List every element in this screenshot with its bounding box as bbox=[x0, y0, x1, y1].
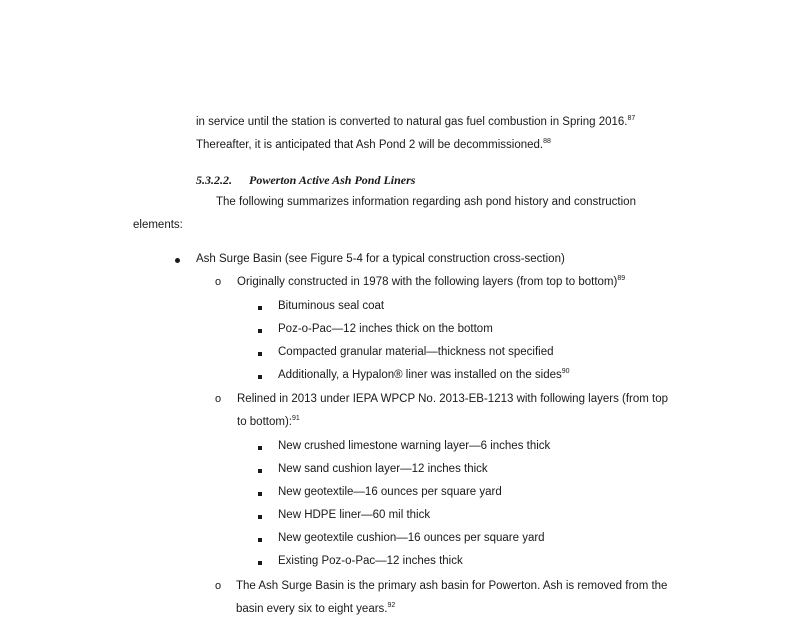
circle-bullet-icon: o bbox=[215, 276, 222, 288]
intro-line: elements: bbox=[133, 219, 183, 231]
footnote-ref: 87 bbox=[627, 115, 636, 122]
square-bullet-icon bbox=[258, 306, 262, 310]
list-item: Poz-o-Pac—12 inches thick on the bottom bbox=[278, 323, 493, 335]
section-heading bbox=[196, 173, 415, 188]
sub-bullet-text: Relined in 2013 under IEPA WPCP No. 2013-EB-1213 with following layers (from top bbox=[237, 393, 669, 405]
footnote-ref: 88 bbox=[543, 138, 551, 145]
paragraph-text: Thereafter, it is anticipated that Ash Pond 2 will be decommissioned. bbox=[196, 139, 544, 151]
list-item: New sand cushion layer—12 inches thick bbox=[278, 463, 488, 475]
list-item-label: Additionally, a Hypalon® liner was installed on the sides bbox=[278, 369, 562, 381]
sub-bullet-text bbox=[236, 603, 395, 615]
square-bullet-icon bbox=[258, 329, 262, 333]
footnote-ref: 89 bbox=[617, 275, 626, 282]
circle-bullet-icon: o bbox=[215, 580, 222, 592]
sub-bullet-label: basin every six to eight years. bbox=[236, 603, 388, 615]
square-bullet-icon bbox=[258, 352, 262, 356]
list-item bbox=[278, 369, 570, 381]
footnote-ref: 92 bbox=[387, 602, 396, 609]
sub-bullet-text bbox=[237, 416, 300, 428]
list-item: New crushed limestone warning layer—6 inches thick bbox=[278, 440, 551, 452]
footnote-ref: 91 bbox=[291, 415, 300, 422]
sub-bullet-text: The Ash Surge Basin is the primary ash basin for Powerton. Ash is removed from the bbox=[236, 580, 668, 592]
list-item: Existing Poz-o-Pac—12 inches thick bbox=[278, 555, 463, 567]
square-bullet-icon bbox=[258, 561, 262, 565]
sub-bullet-text bbox=[237, 276, 625, 288]
list-item: New geotextile—16 ounces per square yard bbox=[278, 486, 502, 498]
square-bullet-icon bbox=[258, 446, 262, 450]
square-bullet-icon bbox=[258, 492, 262, 496]
square-bullet-icon bbox=[258, 469, 262, 473]
footnote-ref: 90 bbox=[561, 368, 570, 375]
list-item: Bituminous seal coat bbox=[278, 300, 385, 312]
bullet-dot-icon bbox=[175, 258, 180, 263]
circle-bullet-icon: o bbox=[215, 393, 222, 405]
square-bullet-icon bbox=[258, 375, 262, 379]
paragraph-line bbox=[196, 116, 635, 128]
section-title: Powerton Active Ash Pond Liners bbox=[249, 173, 416, 187]
square-bullet-icon bbox=[258, 538, 262, 542]
paragraph-text: in service until the station is converted to natural gas fuel combustion in Spring 2016. bbox=[196, 116, 628, 128]
list-item: New geotextile cushion—16 ounces per square yard bbox=[278, 532, 545, 544]
bullet-text: Ash Surge Basin (see Figure 5-4 for a typical construction cross-section) bbox=[196, 253, 565, 265]
intro-line: The following summarizes information regarding ash pond history and construction bbox=[216, 196, 636, 208]
square-bullet-icon bbox=[258, 515, 262, 519]
sub-bullet-label: to bottom): bbox=[237, 416, 292, 428]
section-number: 5.3.2.2. bbox=[196, 173, 232, 187]
list-item: New HDPE liner—60 mil thick bbox=[278, 509, 431, 521]
list-item: Compacted granular material—thickness not specified bbox=[278, 346, 554, 358]
paragraph-line bbox=[196, 139, 551, 151]
sub-bullet-label: Originally constructed in 1978 with the following layers (from top to bottom) bbox=[237, 276, 618, 288]
